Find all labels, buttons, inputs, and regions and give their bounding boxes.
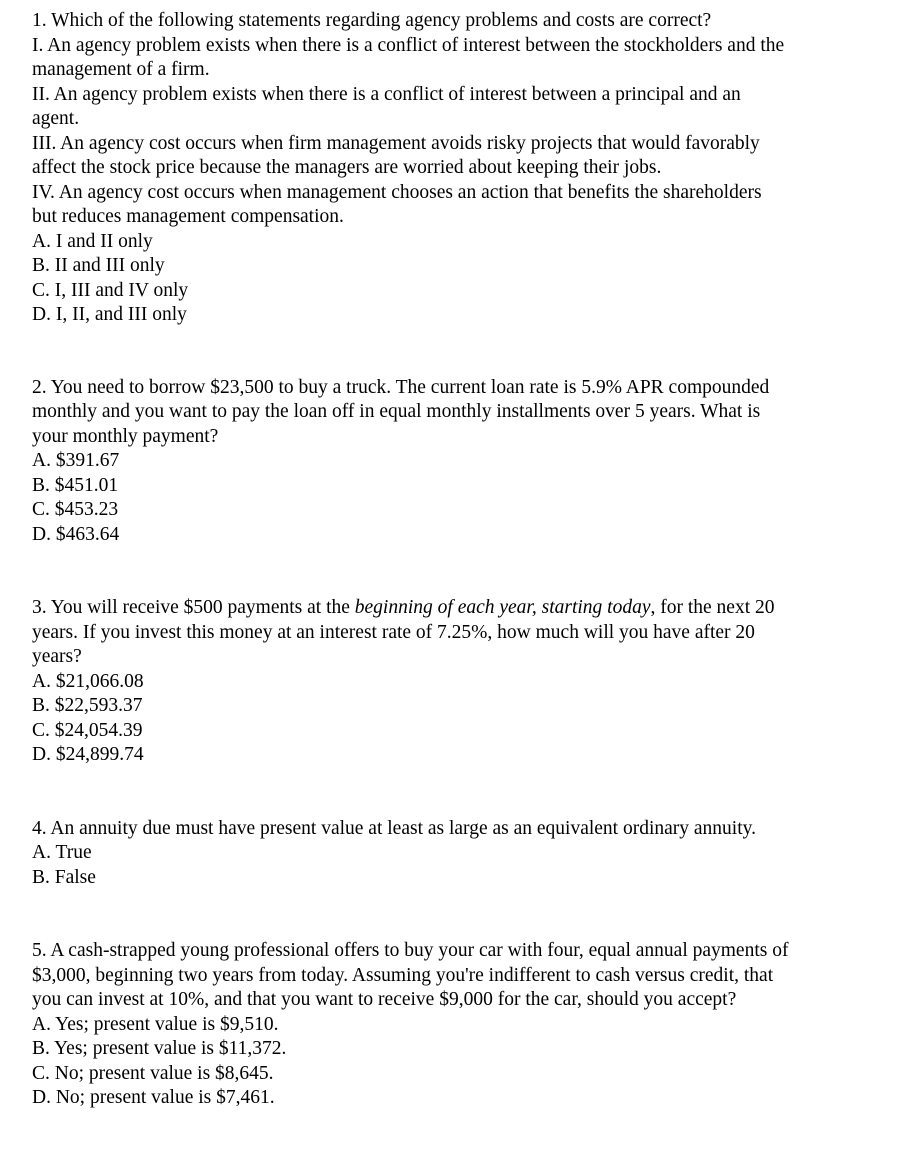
- question-5-option-a: A. Yes; present value is $9,510.: [32, 1013, 279, 1035]
- question-5-option-b: B. Yes; present value is $11,372.: [32, 1038, 287, 1059]
- question-5: [32, 939, 882, 1111]
- question-1: [32, 9, 882, 328]
- question-5-stem-line: 5. A cash-strapped young professional offers to buy your car with four, equal annual payments of: [32, 940, 789, 961]
- question-4-option-a: A. True: [32, 842, 92, 863]
- question-spacer: [32, 890, 882, 939]
- question-4: [32, 817, 882, 891]
- question-2-option-b: B. $451.01: [32, 474, 119, 496]
- question-1-stem-line: IV. An agency cost occurs when management chooses an action that benefits the shareholders: [32, 181, 762, 203]
- question-1-stem-line: management of a firm.: [32, 59, 210, 80]
- question-1-stem-line: agent.: [32, 108, 80, 129]
- question-4-option-b: B. False: [32, 866, 96, 888]
- question-3-stem-text: 3. You will receive $500 payments at the: [32, 597, 355, 618]
- question-1-option-b: B. II and III only: [32, 255, 165, 276]
- question-spacer: [32, 768, 882, 817]
- question-1-stem-line: III. An agency cost occurs when firm management avoids risky projects that would favorably: [32, 132, 760, 154]
- question-1-stem-line: 1. Which of the following statements regarding agency problems and costs are correct?: [32, 10, 712, 31]
- question-spacer: [32, 547, 882, 596]
- document-page: [32, 9, 882, 1111]
- question-5-option-c: C. No; present value is $8,645.: [32, 1062, 274, 1084]
- question-2-stem-line: 2. You need to borrow $23,500 to buy a truck. The current loan rate is 5.9% APR compounded: [32, 376, 770, 398]
- question-3: [32, 596, 882, 768]
- question-3-emphasis: beginning of each year, starting today: [354, 597, 651, 618]
- question-1-option-a: A. I and II only: [32, 230, 153, 252]
- question-5-option-d: D. No; present value is $7,461.: [32, 1087, 275, 1108]
- question-1-stem-line: affect the stock price because the managers are worried about keeping their jobs.: [32, 157, 662, 178]
- question-3-stem-line: [32, 596, 882, 621]
- question-1-option-c: C. I, III and IV only: [32, 279, 189, 301]
- question-3-option-c: C. $24,054.39: [32, 719, 143, 741]
- question-2-stem-line: monthly and you want to pay the loan off in equal monthly installments over 5 years. What is: [32, 401, 761, 422]
- question-1-option-d: D. I, II, and III only: [32, 304, 187, 325]
- question-3-stem-line: years. If you invest this money at an interest rate of 7.25%, how much will you have after 20: [32, 621, 755, 643]
- question-2: [32, 376, 882, 548]
- question-2-option-d: D. $463.64: [32, 523, 120, 545]
- question-3-option-a: A. $21,066.08: [32, 670, 144, 692]
- question-spacer: [32, 328, 882, 376]
- question-3-stem-text: , for the next 20: [650, 597, 775, 618]
- question-1-stem-line: I. An agency problem exists when there is a conflict of interest between the stockholders and the: [32, 34, 785, 56]
- question-3-option-b: B. $22,593.37: [32, 695, 143, 716]
- question-2-option-a: A. $391.67: [32, 450, 120, 471]
- question-3-stem-line: years?: [32, 646, 82, 667]
- question-1-stem-line: II. An agency problem exists when there is a conflict of interest between a principal and an: [32, 83, 741, 105]
- question-5-stem-line: $3,000, beginning two years from today. Assuming you're indifferent to cash versus credit, that: [32, 964, 774, 986]
- question-2-stem-line: your monthly payment?: [32, 425, 219, 447]
- question-5-stem-line: you can invest at 10%, and that you want to receive $9,000 for the car, should you accept?: [32, 989, 737, 1010]
- question-1-stem-line: but reduces management compensation.: [32, 206, 344, 227]
- question-2-option-c: C. $453.23: [32, 499, 119, 520]
- question-4-stem-line: 4. An annuity due must have present value at least as large as an equivalent ordinary annuity.: [32, 817, 756, 839]
- question-3-option-d: D. $24,899.74: [32, 744, 144, 765]
